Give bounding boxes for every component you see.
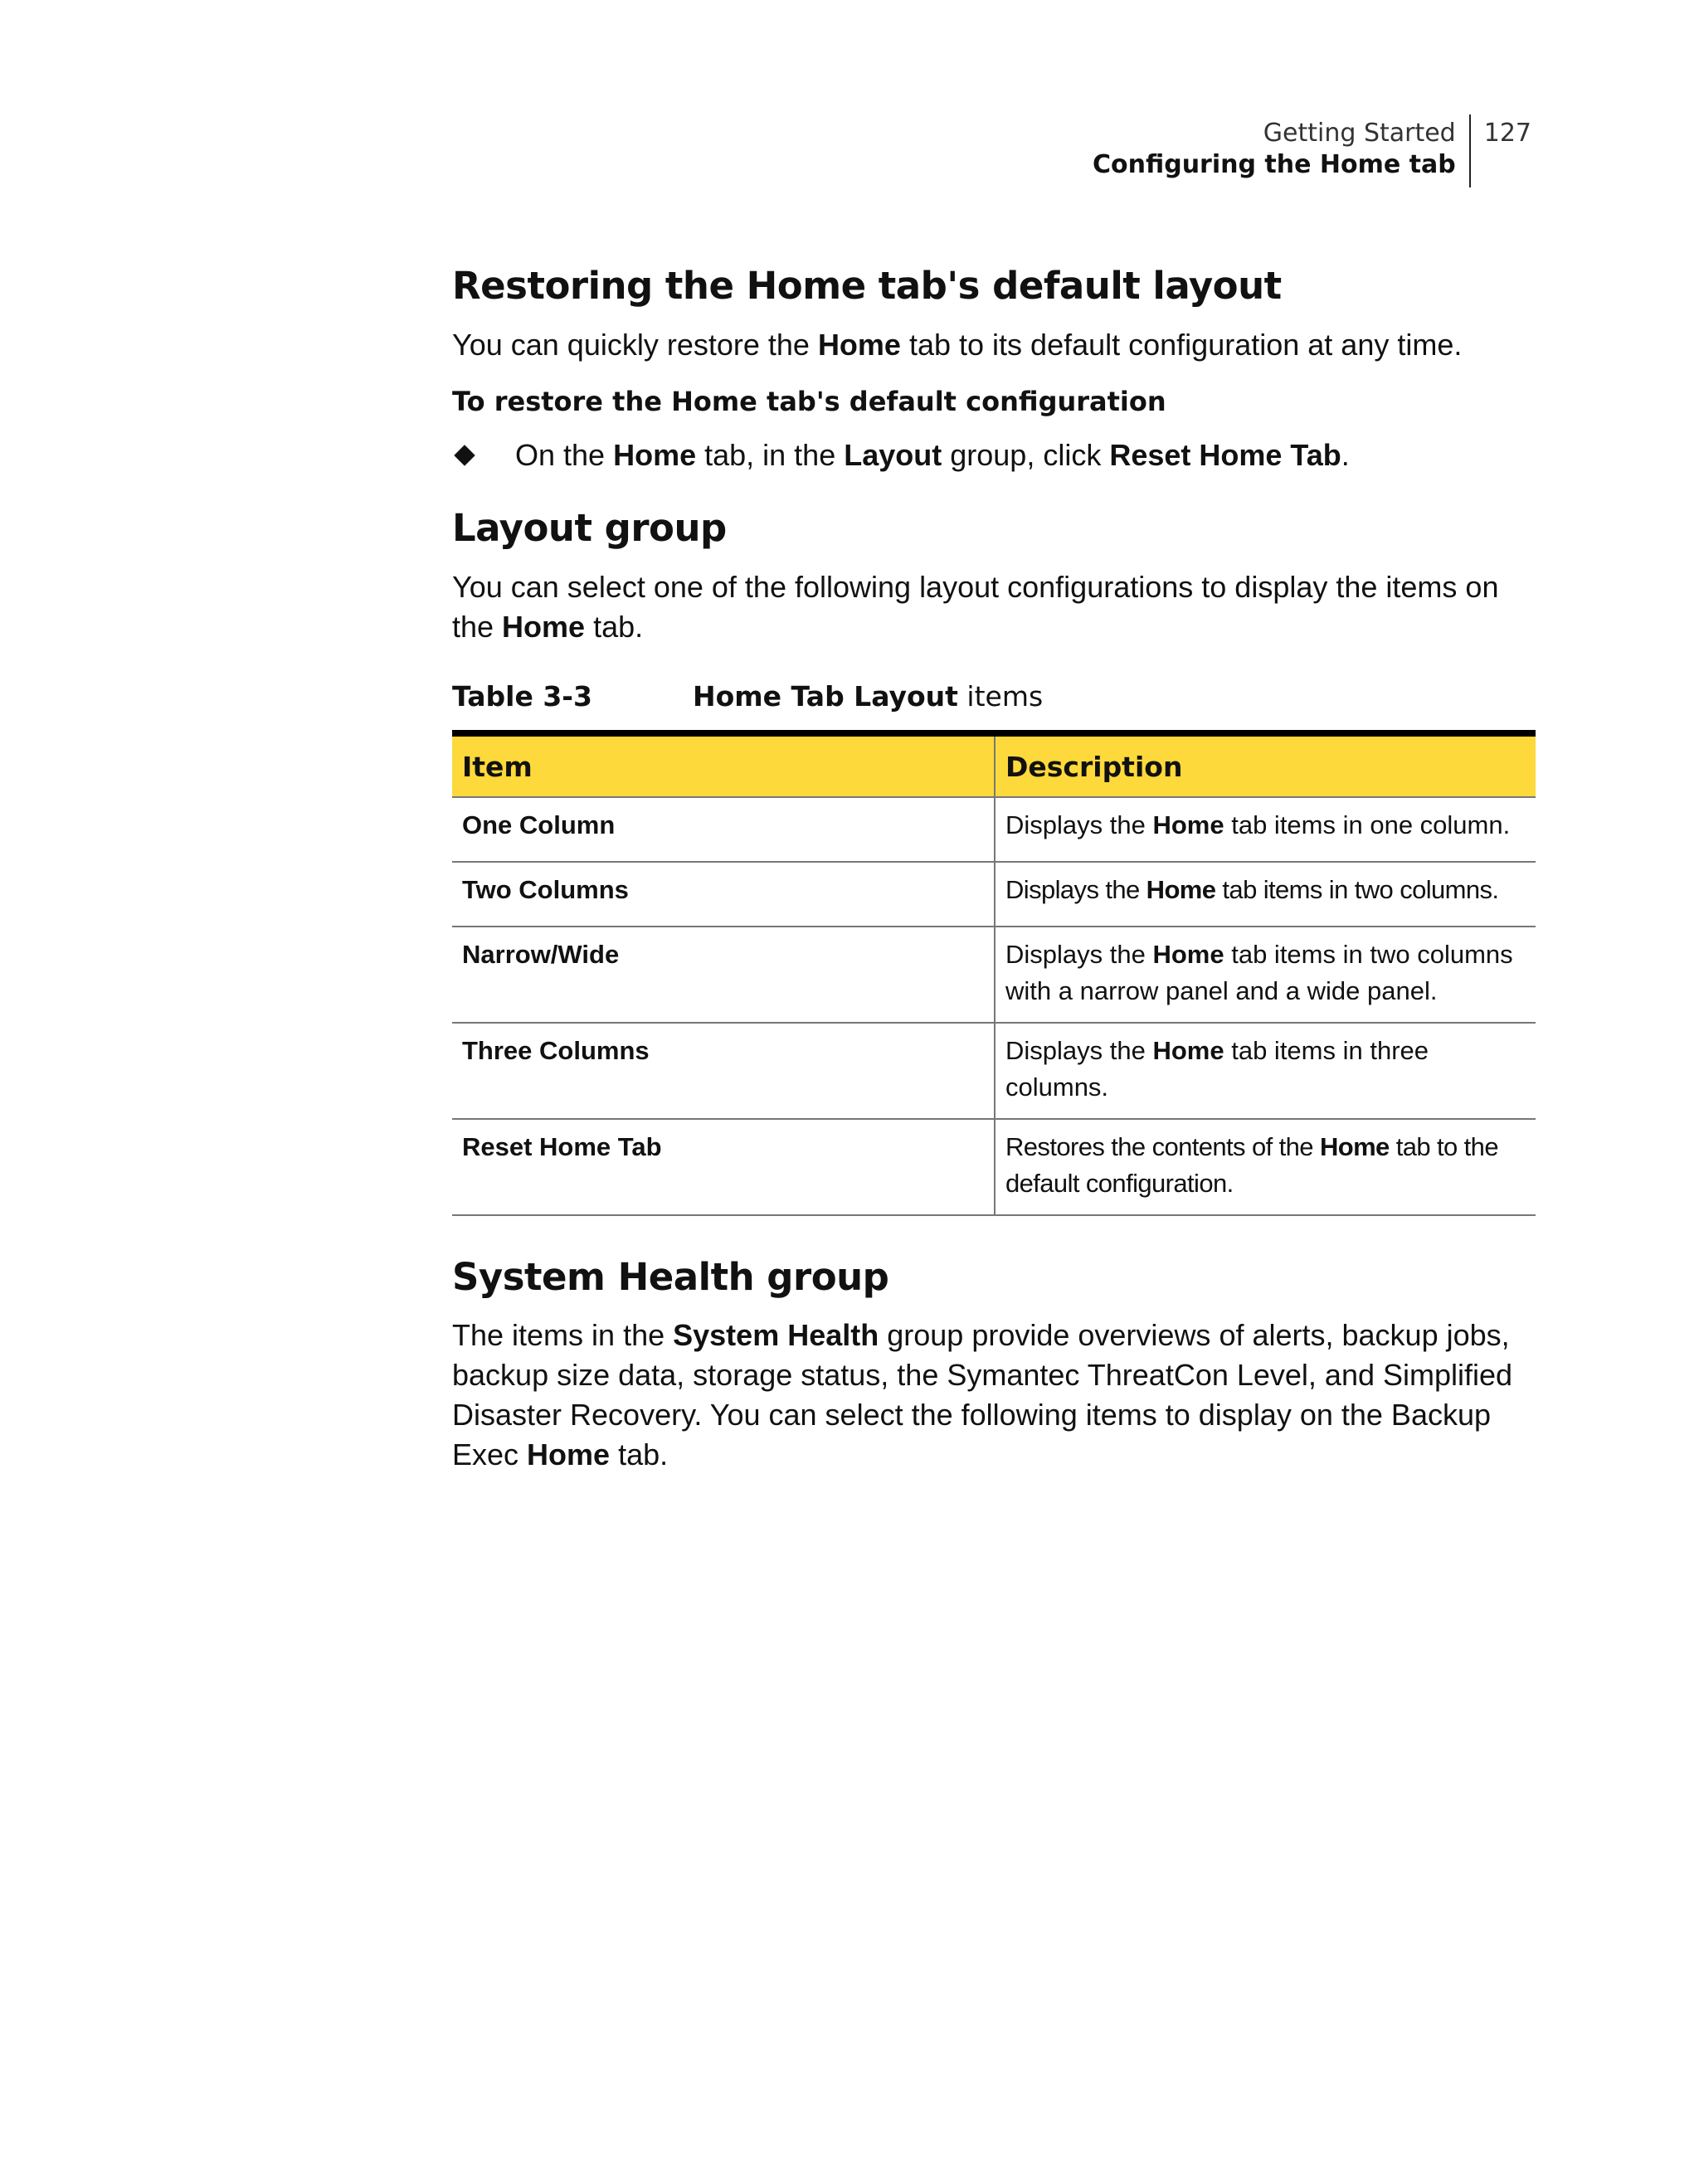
restoring-intro: [452, 325, 1536, 365]
desc-text: tab to the default configuration.: [1005, 1132, 1498, 1198]
desc-bold: Home: [1152, 810, 1224, 839]
page-number: 127: [1483, 119, 1531, 148]
running-header: [1093, 114, 1531, 187]
header-chapter: Getting Started: [1263, 119, 1456, 148]
section-heading-layout-group: Layout group: [452, 506, 727, 550]
desc-text: tab items in three columns.: [1005, 1036, 1429, 1102]
intro-bold: System Health: [673, 1318, 879, 1352]
desc-text: Restores the contents of the: [1005, 1132, 1320, 1161]
section-heading-restoring: Restoring the Home tab's default layout: [452, 264, 1282, 308]
intro-bold: Home: [527, 1437, 611, 1471]
row-description: [995, 1119, 1536, 1215]
table-caption: [452, 680, 1043, 713]
step-text-part: tab, in the: [696, 438, 845, 472]
header-titles: [1093, 114, 1471, 187]
row-item: Narrow/Wide: [452, 927, 995, 1023]
layout-items-table: [452, 730, 1536, 1216]
step-bold-home: Home: [613, 438, 697, 472]
row-description: [995, 927, 1536, 1023]
row-description: [995, 797, 1536, 862]
section-heading-system-health: System Health group: [452, 1255, 889, 1299]
row-item: Reset Home Tab: [452, 1119, 995, 1215]
intro-bold: Home: [502, 610, 586, 644]
row-item: Two Columns: [452, 862, 995, 927]
step-text-part: .: [1341, 438, 1350, 472]
table-title-normal: items: [957, 680, 1044, 713]
table-row: [452, 927, 1536, 1023]
intro-text: You can quickly restore the: [452, 328, 818, 362]
step-text-part: group, click: [942, 438, 1110, 472]
step-bold-layout: Layout: [844, 438, 942, 472]
layout-group-intro: [452, 567, 1536, 647]
row-description: [995, 1023, 1536, 1119]
desc-text: tab items in two columns.: [1215, 875, 1499, 904]
desc-text: tab items in two columns with a narrow panel and a wide panel.: [1005, 940, 1513, 1005]
desc-text: Displays the: [1005, 940, 1153, 969]
table-row: [452, 1023, 1536, 1119]
row-description: [995, 862, 1536, 927]
row-item: Three Columns: [452, 1023, 995, 1119]
column-header-item: Item: [452, 733, 995, 797]
intro-text: The items in the: [452, 1318, 674, 1352]
diamond-bullet-icon: [454, 445, 475, 465]
desc-bold: Home: [1152, 1036, 1224, 1065]
intro-text: tab.: [585, 610, 644, 644]
system-health-intro: [452, 1316, 1536, 1475]
desc-bold: Home: [1152, 940, 1224, 969]
row-item: One Column: [452, 797, 995, 862]
intro-text: group provide overviews of alerts, backup jobs, backup size data, storage status, the Symantec ThreatCon Level, and Simplified Disaster Recovery. You can select the following items to display on the Backup Exec: [452, 1318, 1513, 1471]
intro-text: tab.: [610, 1437, 669, 1471]
intro-text: tab to its default configuration at any time.: [900, 328, 1463, 362]
desc-text: Displays the: [1005, 1036, 1153, 1065]
procedure-step: [452, 438, 1350, 473]
intro-bold: Home: [817, 328, 901, 362]
desc-text: Displays the: [1005, 810, 1153, 839]
table-title-bold: Home Tab Layout: [693, 680, 958, 713]
desc-bold: Home: [1319, 1132, 1390, 1161]
column-header-description: Description: [995, 733, 1536, 797]
desc-bold: Home: [1146, 875, 1216, 904]
intro-text: You can select one of the following layout configurations to display the items on the: [452, 570, 1499, 644]
table-row: [452, 862, 1536, 927]
desc-text: Displays the: [1005, 875, 1146, 904]
header-section: Configuring the Home tab: [1093, 150, 1456, 179]
procedure-title: To restore the Home tab's default configuration: [452, 386, 1166, 417]
table-row: [452, 797, 1536, 862]
step-text: [515, 438, 1350, 473]
table-row: [452, 1119, 1536, 1215]
desc-text: tab items in one column.: [1224, 810, 1511, 839]
table-header-row: [452, 733, 1536, 797]
step-text-part: On the: [515, 438, 614, 472]
step-bold-reset: Reset Home Tab: [1109, 438, 1341, 472]
table-number: Table 3-3: [452, 680, 592, 713]
